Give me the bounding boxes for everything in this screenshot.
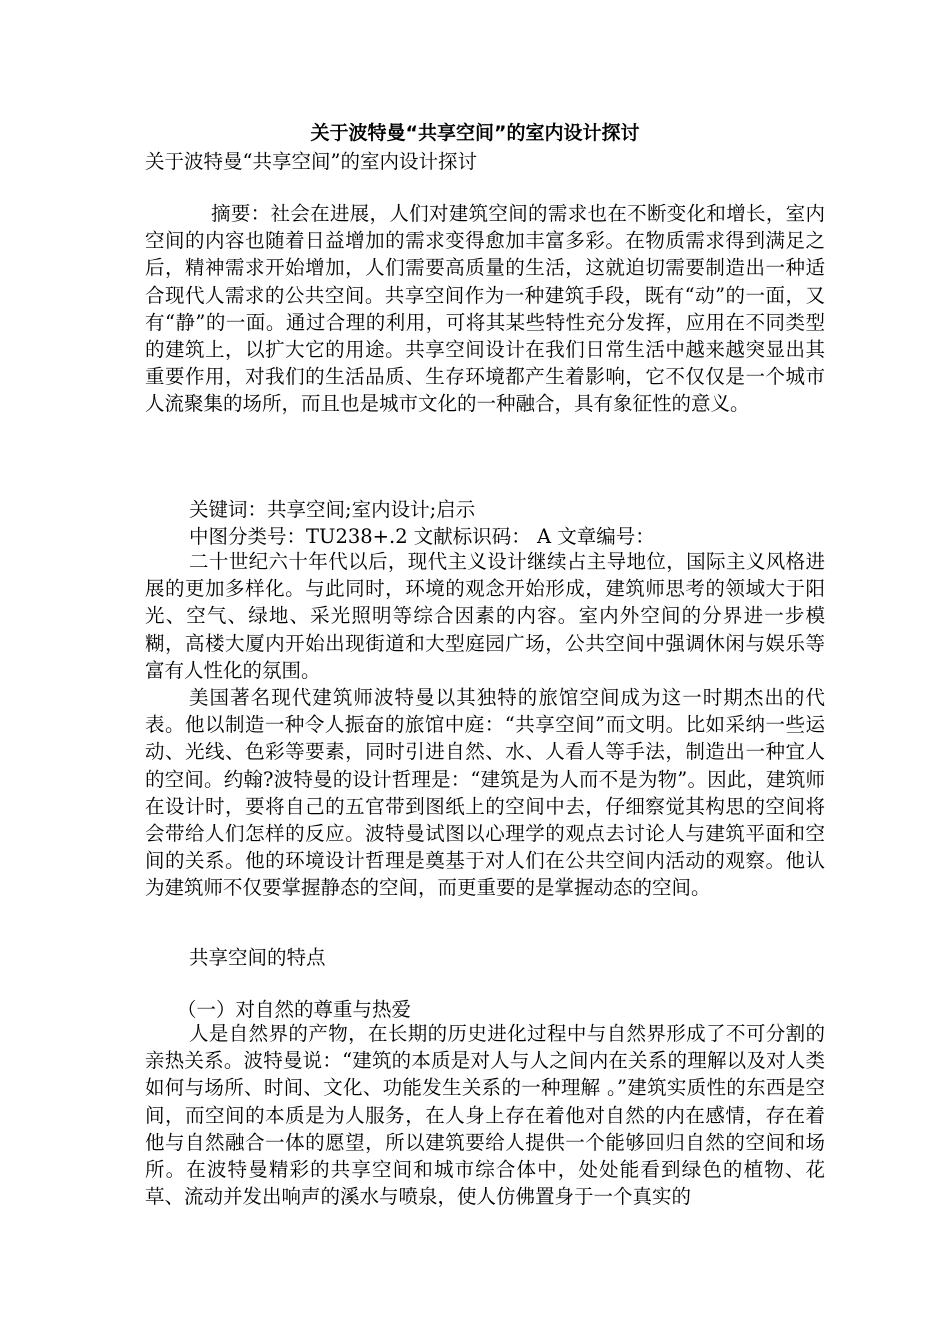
document-subtitle: 关于波特曼“共享空间”的室内设计探讨	[145, 150, 477, 173]
body-paragraph: 二十世纪六十年代以后，现代主义设计继续占主导地位，国际主义风格进展的更加多样化。与此同时，环境的观念开始形成，建筑师思考的领域大于阳光、空气、绿地、采光照明等综合因素的内容。室内外空间的分界进一步模糊，高楼大厦内开始出现街道和大型庭园广场，公共空间中强调休闲与娱乐等富有人性化的氛围。	[145, 550, 825, 682]
abstract-section	[145, 200, 825, 418]
body-paragraph: 美国著名现代建筑师波特曼以其独特的旅馆空间成为这一时期杰出的代表。他以制造一种令人振奋的旅馆中庭：“共享空间”而文明。比如采纳一些运动、光线、色彩等要素，同时引进自然、水、人看人等手法，制造出一种宜人的空间。约翰?波特曼的设计哲理是：“建筑是为人而不是为物”。因此，建筑师在设计时，要将自己的五官带到图纸上的空间中去，仔细察觉其构思的空间将会带给人们怎样的反应。波特曼试图以心理学的观点去讨论人与建筑平面和空间的关系。他的环境设计哲理是奠基于对人们在公共空间内活动的观察。他认为建筑师不仅要掌握静态的空间，而更重要的是掌握动态的空间。	[145, 686, 825, 900]
subsection-heading: （一）对自然的尊重与热爱	[177, 998, 412, 1021]
section-heading-block	[145, 944, 825, 971]
section-heading: 共享空间的特点	[189, 946, 326, 969]
document-title: 关于波特曼“共享空间”的室内设计探讨	[310, 122, 640, 144]
classification-line: 中图分类号：TU238+.2 文献标识码： A 文章编号：	[189, 525, 655, 549]
metadata-section	[145, 496, 825, 550]
body-paragraph: 人是自然界的产物，在长期的历史进化过程中与自然界形成了不可分割的亲热关系。波特曼说：“建筑的本质是对人与人之间内在关系的理解以及对人类如何与场所、时间、文化、功能发生关系的一种理解 。”建筑实质性的东西是空间，而空间的本质是为人服务，在人身上存在着他对自然的内在感情，存在着他与自然融合一体的愿望，所以建筑要给人提供一个能够回归自然的空间和场所。在波特曼精彩的共享空间和城市综合体中，处处能看到绿色的植物、花草、流动并发出响声的溪水与喷泉，使人仿佛置身于一个真实的	[145, 1022, 825, 1209]
abstract-paragraph: 摘要：社会在进展，人们对建筑空间的需求也在不断变化和增长，室内空间的内容也随着日益增加的需求变得愈加丰富多彩。在物质需求得到满足之后，精神需求开始增加，人们需要高质量的生活，这就迫切需要制造出一种适合现代人需求的公共空间。共享空间作为一种建筑手段，既有“动”的一面，又有“静”的一面。通过合理的利用，可将其某些特性充分发挥，应用在不同类型的建筑上，以扩大它的用途。共享空间设计在我们日常生活中越来越突显出其重要作用，对我们的生活品质、生存环境都产生着影响，它不仅仅是一个城市人流聚集的场所，而且也是城市文化的一种融合，具有象征性的意义。	[145, 202, 825, 416]
section-body	[145, 1020, 825, 1210]
keywords-line: 关键词：共享空间;室内设计;启示	[189, 498, 476, 521]
body-section	[145, 548, 825, 902]
